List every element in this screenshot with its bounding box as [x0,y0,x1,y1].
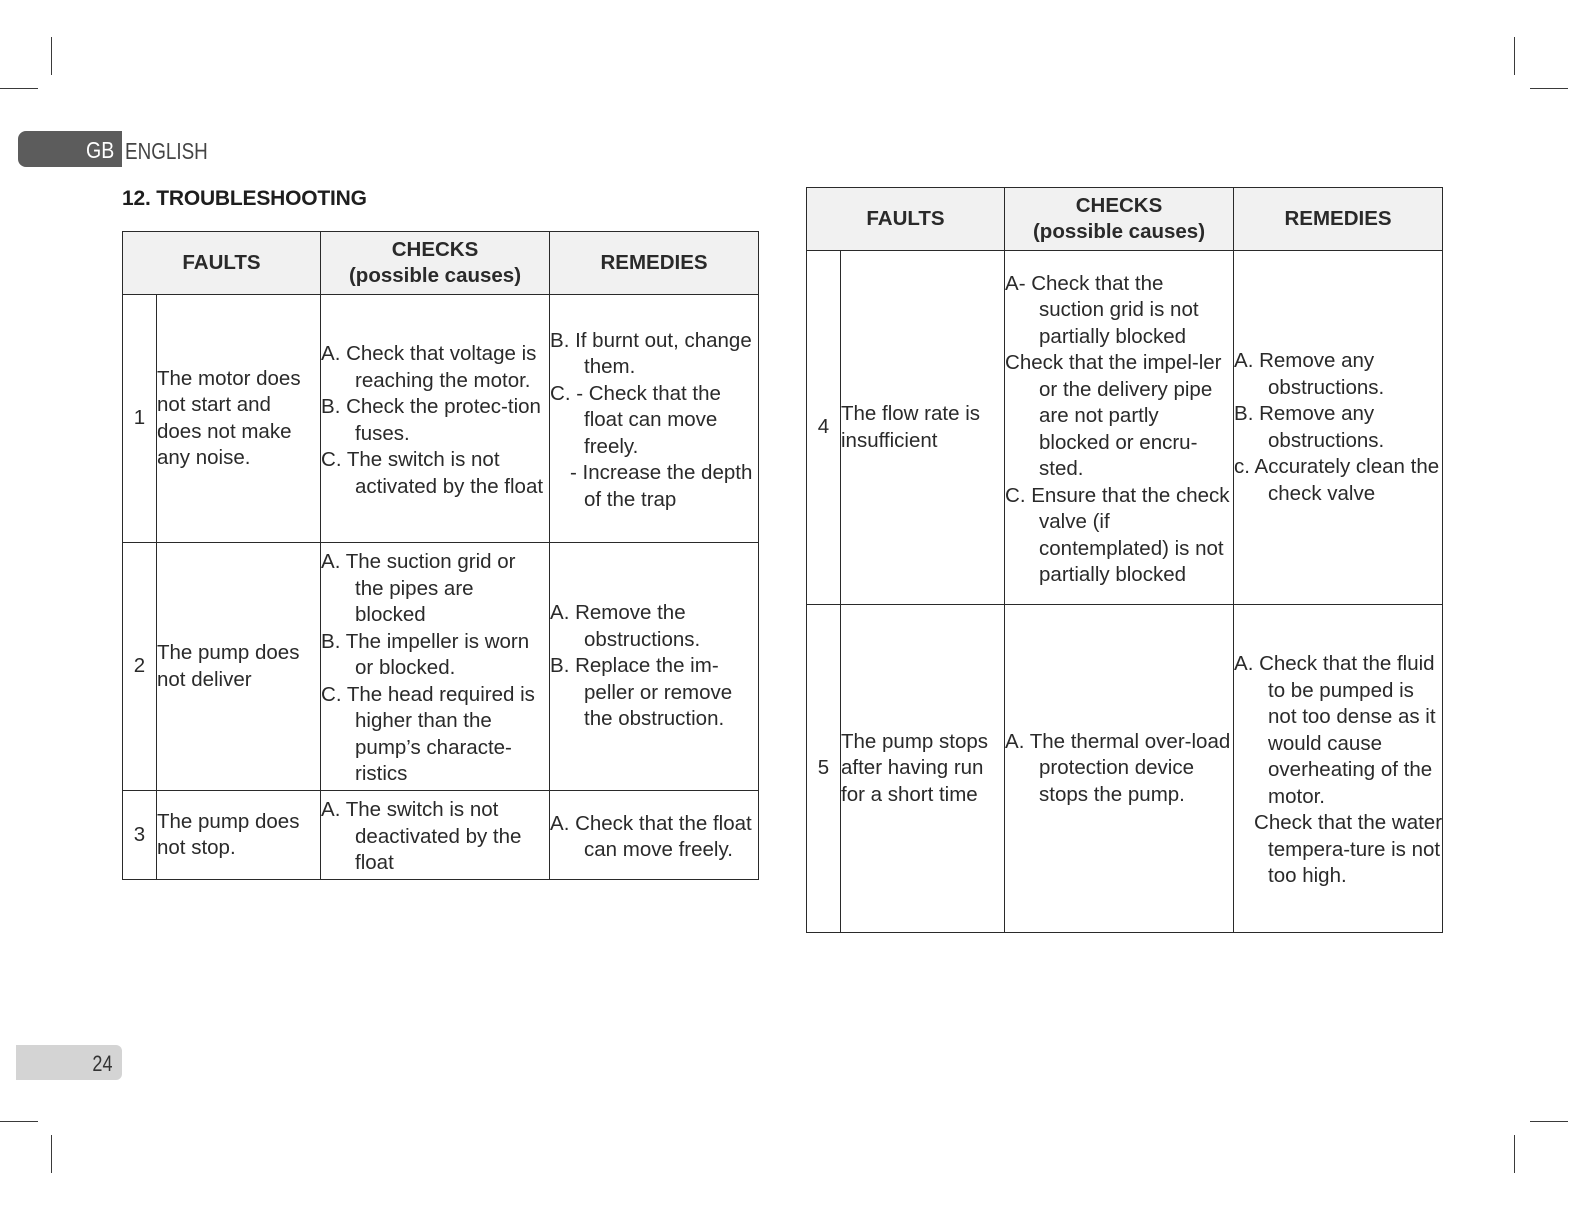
fault-description: The motor does not start and does not make any noise. [157,295,321,543]
remedy-item: A. Check that the fluid to be pumped is not too dense as it would cause overheating of the motor. [1234,652,1436,808]
remedy-item: B. If burnt out, change them. [550,328,752,379]
check-item: B. Check the protec-tion fuses. [321,395,541,445]
checks-cell [1005,605,1234,933]
table-header-row [123,232,759,295]
remedies-cell [550,295,759,543]
crop-mark [51,37,52,75]
remedies-cell [550,543,759,791]
check-item: C. The head required is higher than the pump’s characte-ristics [321,682,535,786]
fault-description: The pump stops after having run for a short time [841,605,1005,933]
language-name: ENGLISH [125,138,208,164]
faults-header: FAULTS [807,188,1005,251]
fault-number: 4 [807,251,841,605]
crop-mark [51,1135,52,1173]
check-item: C. The switch is not activated by the float [321,448,544,498]
checks-header-line-2: (possible causes) [1032,220,1206,243]
crop-mark [1514,1135,1515,1173]
troubleshooting-table-right [806,187,1443,933]
remedies-cell [550,791,759,880]
checks-cell [321,543,550,791]
check-item: A. The suction grid or the pipes are blocked [321,550,516,627]
crop-mark [0,88,38,89]
check-item: Check that the impel-ler or the delivery pipe are not partly blocked or encru-sted. [1005,351,1222,480]
remedy-item: C. - Check that the float can move freely. [550,381,721,458]
remedy-item: A. Remove any obstructions. [1234,349,1385,399]
page-number-tab [16,1045,122,1080]
remedies-header: REMEDIES [550,232,759,295]
crop-mark [1530,1121,1568,1122]
page-number: 24 [91,1051,112,1076]
remedies-header: REMEDIES [1234,188,1443,251]
table-row [807,251,1443,605]
table-row [807,605,1443,933]
checks-header-line-2: (possible causes) [348,264,522,287]
remedy-item: B. Replace the im-peller or remove the obstruction. [550,654,733,731]
table-header-row [807,188,1443,251]
fault-number: 1 [123,295,157,543]
checks-cell [1005,251,1234,605]
crop-mark [1530,88,1568,89]
remedy-item: c. Accurately clean the check valve [1234,455,1440,505]
checks-header-line-1: CHECKS [391,238,479,261]
checks-header-line-1: CHECKS [1075,194,1163,217]
fault-description: The pump does not stop. [157,791,321,880]
check-item: A. The thermal over-load protection device stops the pump. [1005,729,1231,806]
remedies-cell [1234,605,1443,933]
language-code: GB [85,137,114,163]
checks-cell [321,791,550,880]
check-item: A. Check that voltage is reaching the motor. [321,342,537,392]
remedy-item: - Increase the depth of the trap [570,461,753,511]
table-row [123,295,759,543]
check-item: A- Check that the suction grid is not partially blocked [1005,271,1199,348]
troubleshooting-table-left [122,231,759,880]
faults-header: FAULTS [123,232,321,295]
checks-cell [321,295,550,543]
table-row [123,791,759,880]
check-item: C. Ensure that the check valve (if contemplated) is not partially blocked [1005,483,1230,586]
remedy-item: A. Remove the obstructions. [550,601,701,651]
crop-mark [0,1121,38,1122]
language-tab [18,131,122,167]
fault-number: 2 [123,543,157,791]
fault-number: 3 [123,791,157,880]
section-title: 12. TROUBLESHOOTING [122,187,367,210]
crop-mark [1514,37,1515,75]
fault-number: 5 [807,605,841,933]
check-item: A. The switch is not deactivated by the float [321,798,522,875]
fault-description: The pump does not deliver [157,543,321,791]
remedies-cell [1234,251,1443,605]
remedy-item: A. Check that the float can move freely. [550,811,752,861]
checks-header [321,232,550,295]
checks-header [1005,188,1234,251]
check-item: B. The impeller is worn or blocked. [321,629,530,680]
remedy-item: Check that the water tempera-ture is not too high. [1254,811,1443,888]
fault-description: The flow rate is insufficient [841,251,1005,605]
table-row [123,543,759,791]
remedy-item: B. Remove any obstructions. [1234,402,1385,452]
